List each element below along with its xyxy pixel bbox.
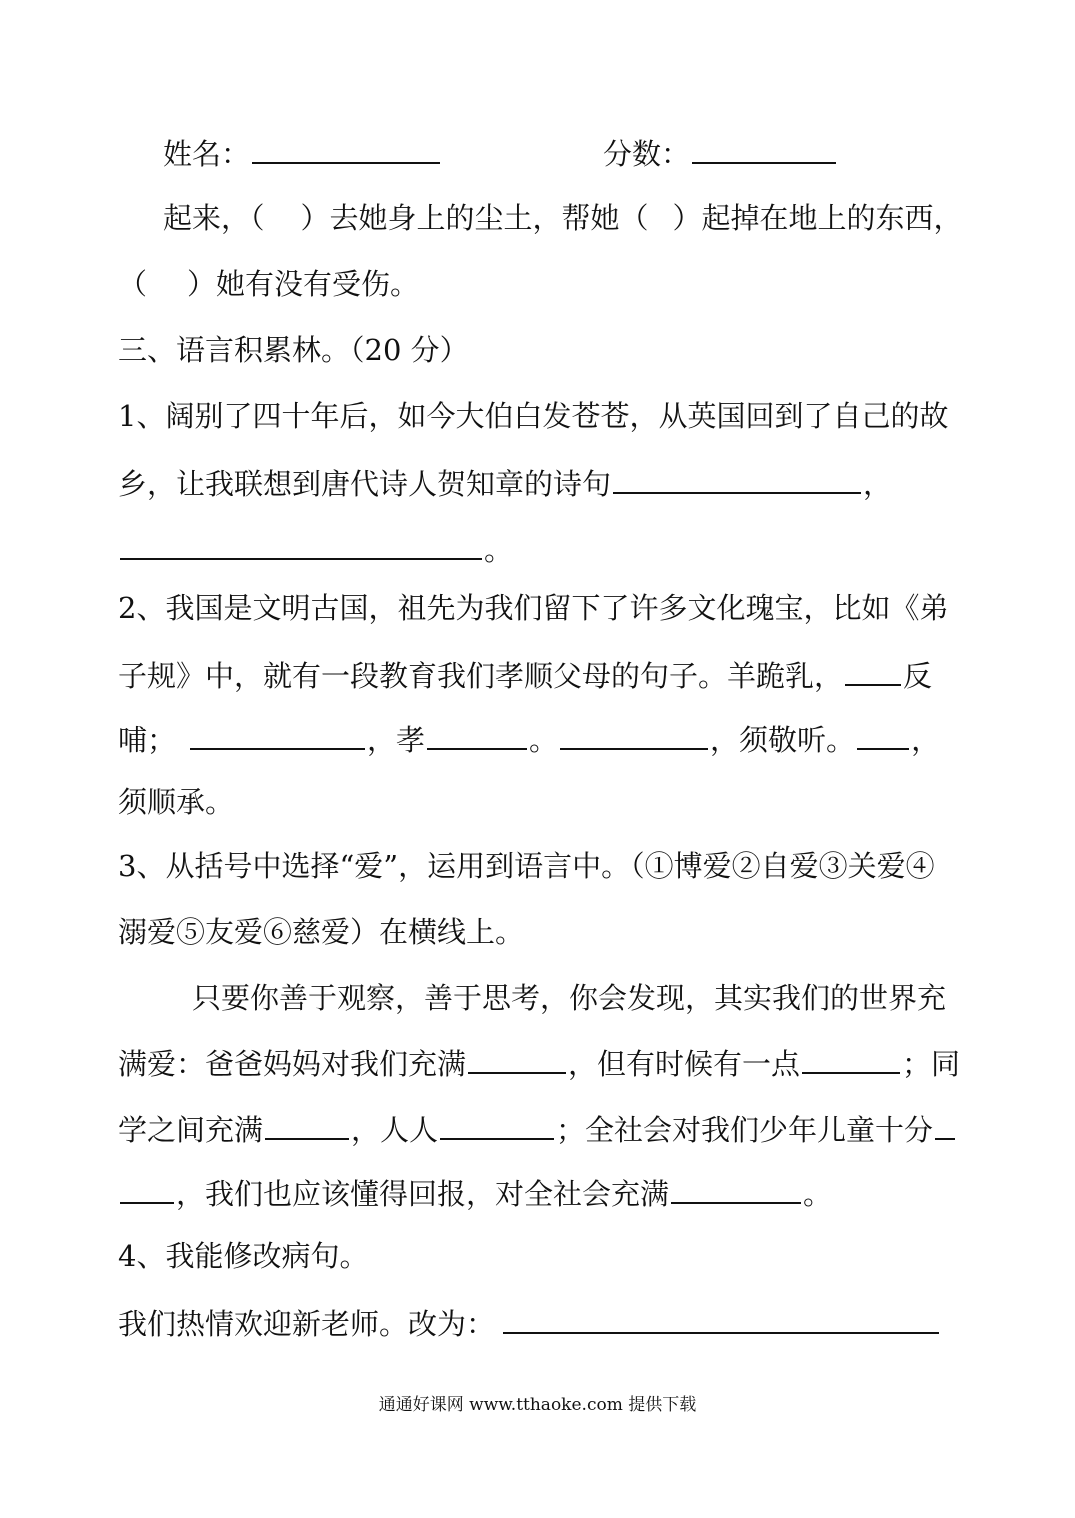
q2-blank-5[interactable]	[857, 718, 909, 750]
q2-line-2	[118, 654, 932, 696]
q3-blank-5a[interactable]	[935, 1108, 955, 1140]
q3-blank-2[interactable]	[802, 1042, 900, 1074]
q1-line-3	[118, 528, 513, 570]
q3-blank-5b[interactable]	[120, 1172, 174, 1204]
text-segment: 哺；	[118, 723, 177, 757]
text-segment: （	[118, 267, 148, 301]
q4-title: 4、我能修改病句。	[118, 1239, 369, 1273]
text-segment: ）她有没有受伤。	[187, 267, 420, 301]
q3-line-5	[118, 1108, 957, 1150]
text-segment: ，我们也应该懂得回报，对全社会充满	[176, 1177, 670, 1211]
q2-line-1: 2、我国是文明古国，祖先为我们留下了许多文化瑰宝，比如《弟	[118, 591, 949, 625]
q4-sentence-row	[118, 1302, 941, 1344]
q2-blank-1[interactable]	[845, 654, 901, 686]
score-blank[interactable]	[692, 132, 836, 164]
text-segment: 。	[484, 533, 514, 567]
text-segment: ，人人	[351, 1113, 439, 1147]
page-footer: 通通好课网 www.tthaoke.com 提供下载	[378, 1395, 697, 1415]
name-row	[163, 132, 442, 174]
text-segment: 我们热情欢迎新老师。改为：	[118, 1307, 496, 1341]
text-segment: ，须敬听。	[710, 723, 856, 757]
text-segment: ，	[911, 723, 941, 757]
q3-line-4	[118, 1042, 960, 1084]
score-label: 分数：	[603, 137, 691, 171]
q2-blank-3[interactable]	[427, 718, 527, 750]
name-label: 姓名：	[163, 137, 251, 171]
text-segment: ，但有时候有一点	[568, 1047, 801, 1081]
text-segment: ；全社会对我们少年儿童十分	[556, 1113, 934, 1147]
text-segment: 乡，让我联想到唐代诗人贺知章的诗句	[118, 467, 612, 501]
text-segment: 反	[903, 659, 933, 693]
q1-line-2	[118, 462, 892, 504]
q2-line-4: 须顺承。	[118, 785, 235, 819]
q3-line-3: 只要你善于观察，善于思考，你会发现，其实我们的世界充	[192, 981, 947, 1015]
section-title: 三、语言积累林。（20 分）	[118, 333, 469, 367]
name-blank[interactable]	[252, 132, 440, 164]
prev-question-line-1	[163, 198, 963, 238]
q2-line-3	[118, 718, 940, 760]
q3-blank-3[interactable]	[265, 1108, 349, 1140]
q2-blank-2[interactable]	[190, 718, 365, 750]
text-segment: ；同	[902, 1047, 961, 1081]
score-row	[603, 132, 838, 174]
text-segment: 学之间充满	[118, 1113, 264, 1147]
text-segment: 子规》中，就有一段教育我们孝顺父母的句子。羊跪乳，	[118, 659, 844, 693]
q3-blank-4[interactable]	[440, 1108, 554, 1140]
q3-line-6	[118, 1172, 832, 1214]
prev-question-line-2	[118, 264, 419, 304]
q3-blank-1[interactable]	[468, 1042, 566, 1074]
text-segment: 满爱：爸爸妈妈对我们充满	[118, 1047, 467, 1081]
text-segment: ）去她身上的尘土，帮她（	[300, 201, 649, 235]
text-segment: 。	[529, 723, 559, 757]
q3-blank-6[interactable]	[671, 1172, 801, 1204]
q1-blank-1[interactable]	[613, 462, 861, 494]
q3-line-1: 3、从括号中选择“爱”，运用到语言中。（①博爱②自爱③关爱④	[118, 849, 935, 883]
q1-line-1: 1、阔别了四十年后，如今大伯白发苍苍，从英国回到了自己的故	[118, 399, 949, 433]
q2-blank-4[interactable]	[560, 718, 708, 750]
q4-answer-blank[interactable]	[503, 1302, 939, 1334]
text-segment: 起来，（	[163, 201, 265, 235]
q3-line-2: 溺爱⑤友爱⑥慈爱）在横线上。	[118, 915, 525, 949]
text-segment: ）起掉在地上的东西，	[672, 201, 963, 235]
text-segment: 。	[803, 1177, 833, 1211]
q1-blank-2[interactable]	[120, 528, 482, 560]
text-segment: ，	[863, 467, 893, 501]
text-segment: ，孝	[367, 723, 426, 757]
